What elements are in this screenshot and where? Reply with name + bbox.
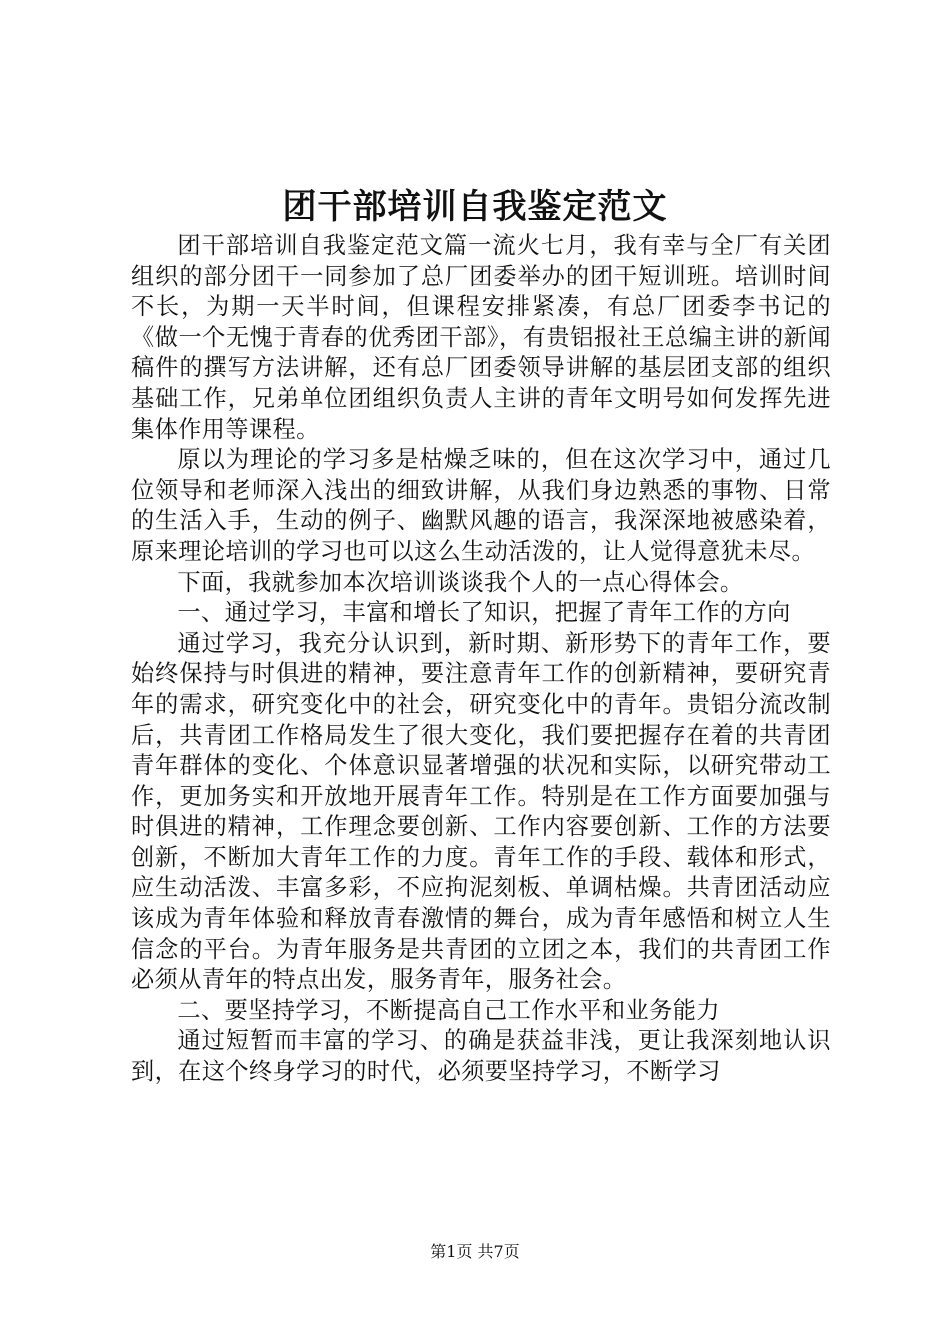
document-title: 团干部培训自我鉴定范文	[282, 187, 668, 227]
paragraph-impression: 原以为理论的学习多是枯燥乏味的，但在这次学习中，通过几位领导和老师深入浅出的细致讲解，从我们身边熟悉的事物、日常的生活入手，生动的例子、幽默风趣的语言，我深深地被感染着，原来理论培训的学习也可以这么生动活泼的，让人觉得意犹未尽。	[131, 446, 831, 565]
paragraph-intro: 团干部培训自我鉴定范文篇一流火七月，我有幸与全厂有关团组织的部分团干一同参加了总厂团委举办的团干短训班。培训时间不长，为期一天半时间，但课程安排紧凑，有总厂团委李书记的《做一个无愧于青春的优秀团干部》，有贵铝报社王总编主讲的新闻稿件的撰写方法讲解，还有总厂团委领导讲解的基层团支部的组织基础工作，兄弟单位团组织负责人主讲的青年文明号如何发挥先进集体作用等课程。	[131, 232, 831, 443]
document-body	[131, 231, 831, 1088]
section-heading-1: 一、通过学习，丰富和增长了知识，把握了青年工作的方向	[177, 599, 791, 627]
page-footer: 第1页 共7页	[430, 1242, 520, 1261]
paragraph-transition: 下面，我就参加本次培训谈谈我个人的一点心得体会。	[177, 568, 744, 596]
paragraph-section-1: 通过学习，我充分认识到，新时期、新形势下的青年工作，要始终保持与时俱进的精神，要注意青年工作的创新精神，要研究青年的需求，研究变化中的社会，研究变化中的青年。贵铝分流改制后，共青团工作格局发生了很大变化，我们要把握存在着的共青团青年群体的变化、个体意识显著增强的状况和实际，以研究带动工作，更加务实和开放地开展青年工作。特别是在工作方面要加强与时俱进的精神，工作理念要创新、工作内容要创新、工作的方法要创新，不断加大青年工作的力度。青年工作的手段、载体和形式，应生动活泼、丰富多彩，不应拘泥刻板、单调枯燥。共青团活动应该成为青年体验和释放青春激情的舞台，成为青年感悟和树立人生信念的平台。为青年服务是共青团的立团之本，我们的共青团工作必须从青年的特点出发，服务青年，服务社会。	[131, 629, 831, 994]
section-heading-2: 二、要坚持学习，不断提高自己工作水平和业务能力	[177, 996, 720, 1024]
paragraph-section-2: 通过短暂而丰富的学习、的确是获益非浅，更让我深刻地认识到，在这个终身学习的时代，必须要坚持学习，不断学习	[131, 1027, 831, 1086]
